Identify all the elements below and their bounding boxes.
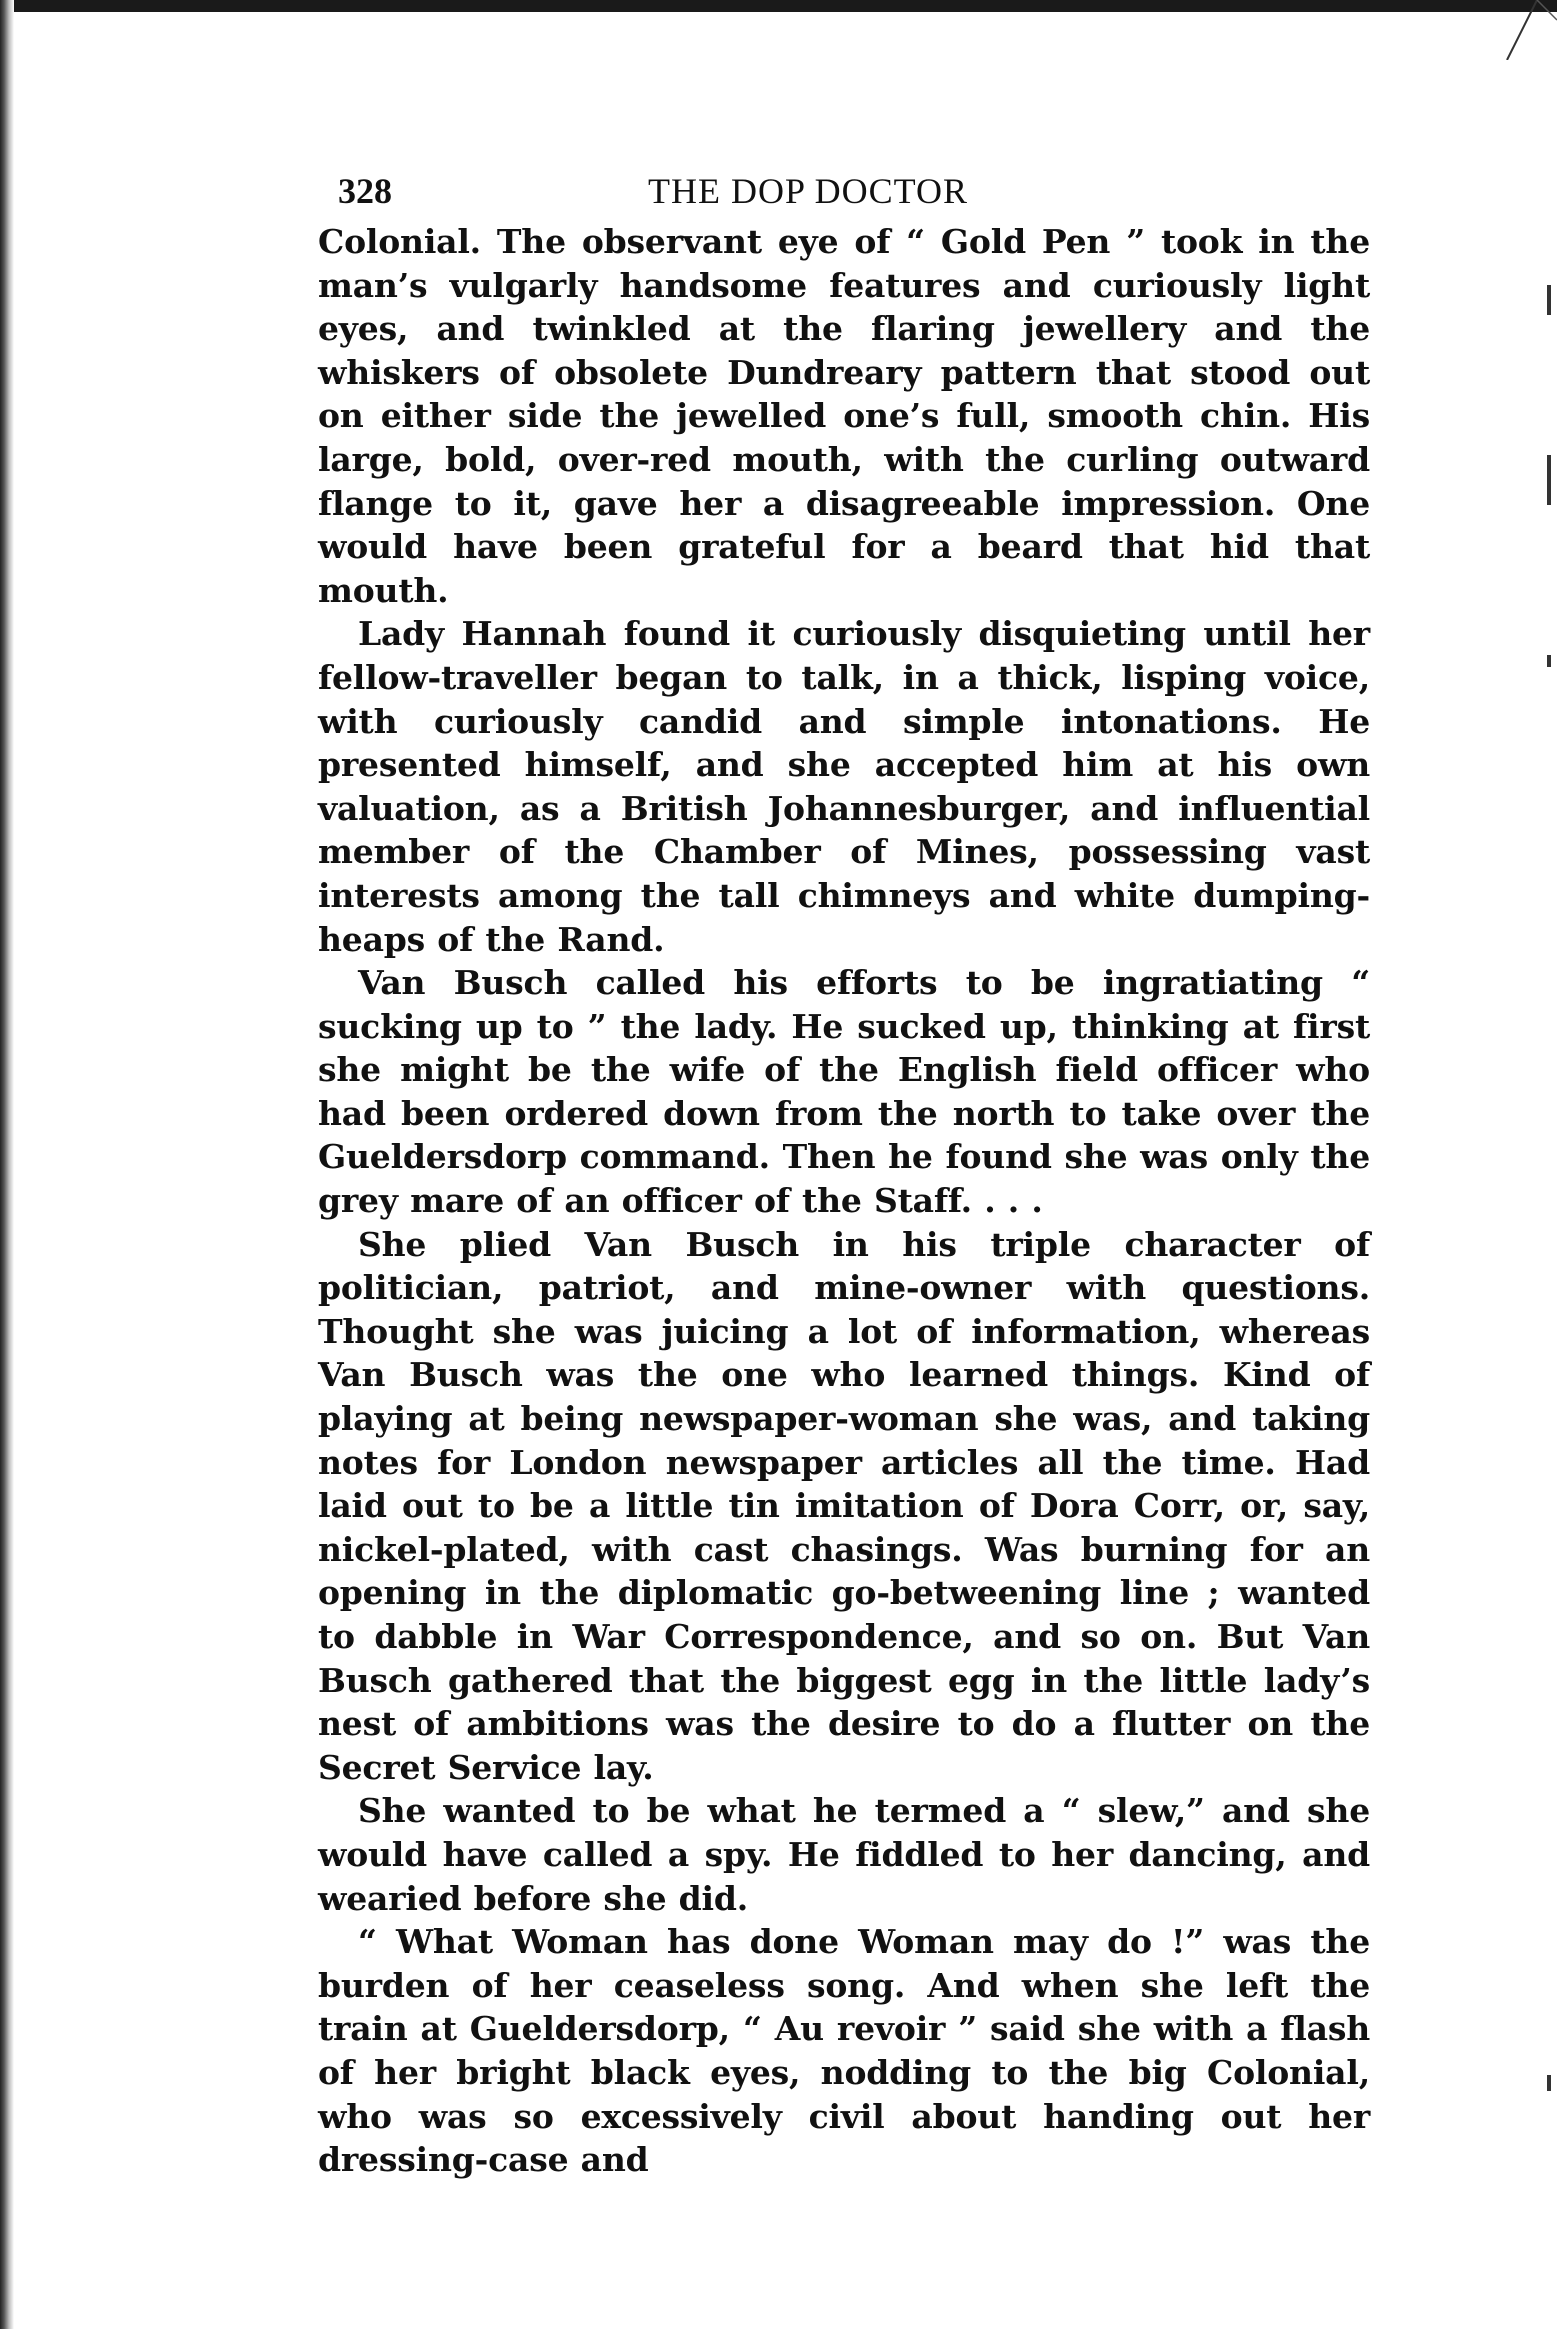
paragraph: “ What Woman has done Woman may do !” was the burden of her ceaseless song. And when she left the train at Gueldersdorp, “ Au revoir ” said she with a flash of her bright black eyes, nodding to the big Colonial, who was so excessively civil about handing out her dressing-case and	[318, 1922, 1370, 2180]
scan-left-edge	[0, 0, 14, 2329]
page-number: 328	[338, 171, 392, 211]
margin-mark	[1547, 285, 1551, 315]
book-page	[318, 160, 1370, 2182]
body-text	[318, 220, 1370, 2182]
running-head	[318, 160, 1370, 220]
paragraph: She plied Van Busch in his triple character of politician, patriot, and mine-owner with questions. Thought she was juicing a lot of information, whereas Van Busch was the one who learned things. Kind of playing at being newspaper-woman she was, and taking notes for London newspaper articles all the time. Had laid out to be a little tin imitation of Dora Corr, or, say, nickel-plated, with cast chasings. Was burning for an opening in the diplomatic go-betweening line ; wanted to dabble in War Correspondence, and so on. But Van Busch gathered that the biggest egg in the little lady’s nest of ambitions was the desire to do a flutter on the Secret Service lay.	[318, 1224, 1370, 1787]
margin-mark	[1547, 455, 1551, 505]
paragraph: Colonial. The observant eye of “ Gold Pen ” took in the man’s vulgarly handsome features and curiously light eyes, and twinkled at the flaring jewellery and the whiskers of obsolete Dundreary pattern that stood out on either side the jewelled one’s full, smooth chin. His large, bold, over-red mouth, with the curling outward flange to it, gave her a disagreeable impression. One would have been grateful for a beard that hid that mouth.	[318, 222, 1370, 610]
paragraph: Lady Hannah found it curiously disquieting until her fellow-traveller began to talk, in a thick, lisping voice, with curiously candid and simple intonations. He presented himself, and she accepted him at his own valuation, as a British Johannesburger, and influential member of the Chamber of Mines, possessing vast interests among the tall chimneys and white dumping-heaps of the Rand.	[318, 614, 1370, 959]
book-title: THE DOP DOCTOR	[648, 171, 969, 211]
page-corner-mark	[1497, 0, 1557, 60]
scan-top-edge	[0, 0, 1557, 12]
margin-mark	[1547, 2075, 1551, 2091]
paragraph: Van Busch called his efforts to be ingratiating “ sucking up to ” the lady. He sucked up, thinking at first she might be the wife of the English field officer who had been ordered down from the north to take over the Gueldersdorp command. Then he found she was only the grey mare of an officer of the Staff. . . .	[318, 963, 1370, 1221]
paragraph: She wanted to be what he termed a “ slew,” and she would have called a spy. He fiddled to her dancing, and wearied before she did.	[318, 1791, 1370, 1918]
margin-mark	[1547, 655, 1551, 667]
